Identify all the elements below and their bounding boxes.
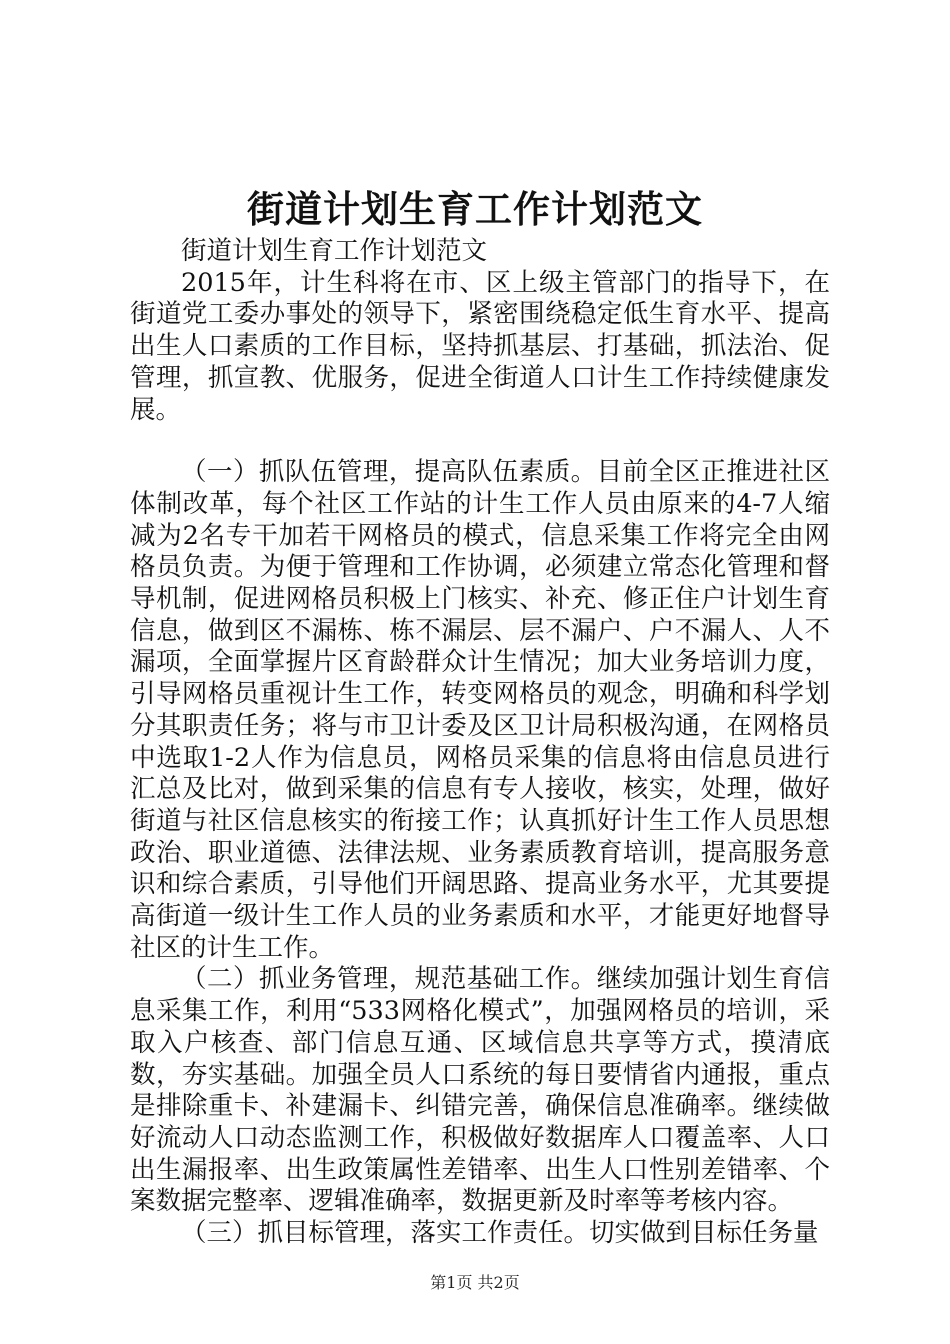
paragraph-intro: 2015年，计生科将在市、区上级主管部门的指导下，在街道党工委办事处的领导下，紧密围绕稳定低生育水平、提高出生人口素质的工作目标，坚持抓基层、打基础，抓法治、促管理，抓宣教、优服务，促进全街道人口计生工作持续健康发展。 — [130, 267, 830, 425]
document-subtitle: 街道计划生育工作计划范文 — [181, 236, 488, 266]
document-title: 街道计划生育工作计划范文 — [247, 187, 703, 231]
paragraph-section-3: （三）抓目标管理，落实工作责任。切实做到目标任务量 — [181, 1218, 819, 1249]
paragraph-section-1: （一）抓队伍管理，提高队伍素质。目前全区正推进社区体制改革，每个社区工作站的计生工作人员由原来的4-7人缩减为2名专干加若干网格员的模式，信息采集工作将完全由网格员负责。为便于管理和工作协调，必须建立常态化管理和督导机制，促进网格员积极上门核实、补充、修正住户计划生育信息，做到区不漏栋、栋不漏层、层不漏户、户不漏人、人不漏项，全面掌握片区育龄群众计生情况；加大业务培训力度，引导网格员重视计生工作，转变网格员的观念，明确和科学划分其职责任务；将与市卫计委及区卫计局积极沟通，在网格员中选取1-2人作为信息员，网格员采集的信息将由信息员进行汇总及比对，做到采集的信息有专人接收，核实，处理，做好街道与社区信息核实的衔接工作；认真抓好计生工作人员思想政治、职业道德、法律法规、业务素质教育培训，提高服务意识和综合素质，引导他们开阔思路、提高业务水平，尤其要提高街道一级计生工作人员的业务素质和水平，才能更好地督导社区的计生工作。 — [130, 457, 830, 963]
page-footer: 第1页 共2页 — [430, 1273, 520, 1292]
document-body — [130, 236, 830, 1250]
paragraph-spacer — [130, 426, 830, 457]
paragraph-section-2: （二）抓业务管理，规范基础工作。继续加强计划生育信息采集工作，利用“533网格化模式”，加强网格员的培训，采取入户核查、部门信息互通、区域信息共享等方式，摸清底数，夯实基础。加强全员人口系统的每日要情省内通报，重点是排除重卡、补建漏卡、纠错完善，确保信息准确率。继续做好流动人口动态监测工作，积极做好数据库人口覆盖率、人口出生漏报率、出生政策属性差错率、出生人口性别差错率、个案数据完整率、逻辑准确率，数据更新及时率等考核内容。 — [130, 964, 830, 1217]
